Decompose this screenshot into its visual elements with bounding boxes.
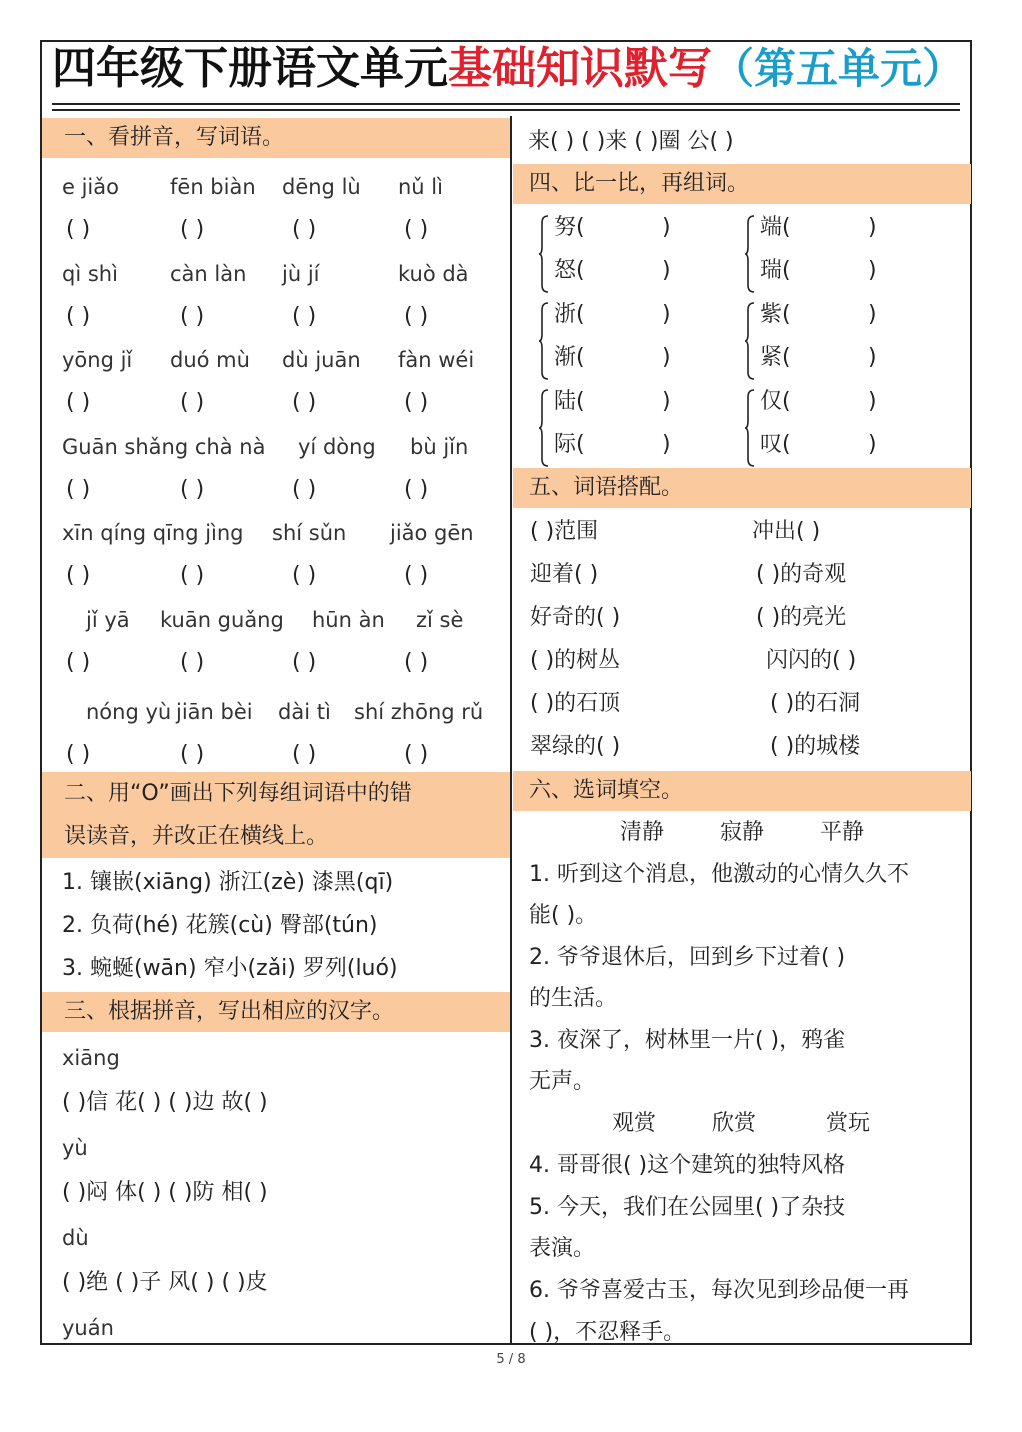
s6-line: 3. 夜深了，树林里一片( )，鸦雀 — [529, 1028, 846, 1053]
title-rule-bottom — [52, 109, 960, 111]
answer-blank[interactable]: ( ) — [404, 742, 429, 767]
answer-blank[interactable]: ( ) — [66, 563, 91, 588]
answer-blank[interactable]: ( ) — [180, 390, 205, 415]
section-6-header: 六、选词填空。 — [513, 771, 971, 811]
brace-icon — [538, 215, 548, 293]
answer-blank[interactable]: ( ) — [66, 650, 91, 675]
s2-item: 2. 负荷(hé) 花簇(cù) 臀部(tún) — [62, 913, 378, 938]
s5-item: 好奇的( ) — [530, 605, 621, 630]
pinyin-word: dài tì — [278, 700, 331, 724]
compare-blank-close[interactable]: ) — [662, 432, 671, 457]
pinyin-word: kuò dà — [398, 262, 469, 286]
s5-item: ( )的城楼 — [770, 734, 861, 759]
s5-item: 翠绿的( ) — [530, 734, 621, 759]
answer-blank[interactable]: ( ) — [404, 563, 429, 588]
s6-line: 的生活。 — [529, 986, 618, 1011]
pinyin-word: kuān guǎng — [160, 608, 284, 632]
pinyin-word: e jiǎo — [62, 175, 119, 199]
s6-word: 赏玩 — [826, 1111, 871, 1136]
s5-item: ( )的石顶 — [530, 691, 621, 716]
s6-word: 欣赏 — [712, 1111, 757, 1136]
answer-blank[interactable]: ( ) — [292, 742, 317, 767]
pinyin-word: hūn àn — [312, 608, 385, 632]
answer-blank[interactable]: ( ) — [180, 304, 205, 329]
s2-item: 1. 镶嵌(xiāng) 浙江(zè) 漆黑(qī) — [62, 870, 394, 895]
s6-line: 1. 听到这个消息，他激动的心情久久不 — [529, 862, 909, 887]
answer-blank[interactable]: ( ) — [180, 742, 205, 767]
s6-word: 寂静 — [720, 820, 765, 845]
pinyin-word: fēn biàn — [170, 175, 256, 199]
pinyin-word: shí sǔn — [272, 521, 347, 545]
pinyin-word: yōng jǐ — [62, 348, 133, 372]
compare-blank-close[interactable]: ) — [662, 302, 671, 327]
s6-word: 平静 — [820, 820, 865, 845]
pinyin-word: nǔ lì — [398, 175, 443, 199]
pinyin-word: fàn wéi — [398, 348, 475, 372]
compare-blank-close[interactable]: ) — [662, 345, 671, 370]
compare-char: 紫( — [760, 302, 791, 327]
s5-item: ( )的石洞 — [770, 691, 861, 716]
compare-blank-close[interactable]: ) — [662, 215, 671, 240]
brace-icon — [538, 389, 548, 467]
right-top-line: 来( ) ( )来 ( )圈 公( ) — [528, 129, 734, 154]
s6-line: 6. 爷爷喜爱古玉，每次见到珍品便一再 — [529, 1278, 909, 1303]
s6-word: 清静 — [620, 820, 665, 845]
s6-line: 表演。 — [529, 1236, 596, 1261]
pinyin-word: bù jǐn — [410, 435, 469, 459]
compare-blank-close[interactable]: ) — [868, 389, 877, 414]
s3-pinyin: xiāng — [62, 1046, 120, 1070]
section-2-header: 二、用“O”画出下列每组词语中的错 误读音，并改正在横线上。 — [42, 772, 510, 858]
pinyin-word: Guān shǎng chà nà — [62, 435, 266, 459]
s3-line: ( )信 花( ) ( )边 故( ) — [62, 1090, 268, 1115]
compare-blank-close[interactable]: ) — [868, 215, 877, 240]
s3-pinyin: dù — [62, 1226, 89, 1250]
compare-blank-close[interactable]: ) — [868, 432, 877, 457]
s3-line: ( )闷 体( ) ( )防 相( ) — [62, 1180, 268, 1205]
s6-line: 2. 爷爷退休后，回到乡下过着( ) — [529, 945, 846, 970]
brace-icon — [744, 302, 754, 380]
compare-char: 仅( — [760, 389, 791, 414]
compare-char: 怒( — [554, 258, 585, 283]
compare-char: 瑞( — [760, 258, 791, 283]
compare-char: 陆( — [554, 389, 585, 414]
pinyin-word: yí dòng — [298, 435, 376, 459]
s5-item: ( )的奇观 — [756, 562, 847, 587]
answer-blank[interactable]: ( ) — [292, 650, 317, 675]
s5-item: ( )的树丛 — [530, 648, 621, 673]
section-5-header: 五、词语搭配。 — [513, 468, 971, 508]
brace-icon — [744, 215, 754, 293]
brace-icon — [744, 389, 754, 467]
answer-blank[interactable]: ( ) — [66, 217, 91, 242]
answer-blank[interactable]: ( ) — [404, 217, 429, 242]
page-title: 四年级下册语文单元基础知识默写（第五单元） — [52, 43, 965, 94]
section-1-header: 一、看拼音，写词语。 — [42, 118, 510, 158]
compare-char: 叹( — [760, 432, 791, 457]
s5-item: 闪闪的( ) — [766, 648, 857, 673]
s5-item: 迎着( ) — [530, 562, 599, 587]
answer-blank[interactable]: ( ) — [404, 390, 429, 415]
pinyin-word: càn làn — [170, 262, 247, 286]
answer-blank[interactable]: ( ) — [66, 477, 91, 502]
compare-char: 端( — [760, 215, 791, 240]
answer-blank[interactable]: ( ) — [404, 477, 429, 502]
column-divider — [510, 116, 512, 1345]
answer-blank[interactable]: ( ) — [180, 217, 205, 242]
compare-blank-close[interactable]: ) — [662, 389, 671, 414]
compare-char: 紧( — [760, 345, 791, 370]
answer-blank[interactable]: ( ) — [66, 742, 91, 767]
compare-char: 渐( — [554, 345, 585, 370]
title-rule-top — [52, 103, 960, 105]
s3-pinyin: yù — [62, 1136, 88, 1160]
answer-blank[interactable]: ( ) — [292, 563, 317, 588]
s6-line: 4. 哥哥很( )这个建筑的独特风格 — [529, 1153, 846, 1178]
answer-blank[interactable]: ( ) — [66, 304, 91, 329]
s5-item: ( )范围 — [530, 519, 599, 544]
s5-item: ( )的亮光 — [756, 605, 847, 630]
compare-char: 浙( — [554, 302, 585, 327]
pinyin-word: qì shì — [62, 262, 118, 286]
s5-item: 冲出( ) — [752, 519, 821, 544]
s2-item: 3. 蜿蜒(wān) 窄小(zǎi) 罗列(luó) — [62, 956, 398, 981]
compare-blank-close[interactable]: ) — [868, 345, 877, 370]
answer-blank[interactable]: ( ) — [180, 650, 205, 675]
pinyin-word: jǐ yā — [86, 608, 130, 632]
answer-blank[interactable]: ( ) — [66, 390, 91, 415]
compare-blank-close[interactable]: ) — [868, 302, 877, 327]
compare-blank-close[interactable]: ) — [662, 258, 671, 283]
pinyin-word: nóng yù — [86, 700, 172, 724]
answer-blank[interactable]: ( ) — [292, 390, 317, 415]
answer-blank[interactable]: ( ) — [292, 217, 317, 242]
s6-line: ( )，不忍释手。 — [529, 1320, 686, 1345]
compare-char: 努( — [554, 215, 585, 240]
page-number: 5 / 8 — [496, 1352, 526, 1367]
pinyin-word: duó mù — [170, 348, 250, 372]
pinyin-word: dēng lù — [282, 175, 361, 199]
s3-pinyin: yuán — [62, 1316, 114, 1340]
s6-word: 观赏 — [612, 1111, 657, 1136]
s3-line: ( )绝 ( )子 风( ) ( )皮 — [62, 1270, 268, 1295]
s6-line: 5. 今天，我们在公园里( )了杂技 — [529, 1195, 846, 1220]
pinyin-word: jiān bèi — [176, 700, 253, 724]
pinyin-word: dù juān — [282, 348, 361, 372]
answer-blank[interactable]: ( ) — [404, 650, 429, 675]
section-4-header: 四、比一比，再组词。 — [513, 164, 971, 204]
answer-blank[interactable]: ( ) — [180, 477, 205, 502]
compare-blank-close[interactable]: ) — [868, 258, 877, 283]
pinyin-word: xīn qíng qīng jìng — [62, 521, 244, 545]
compare-char: 际( — [554, 432, 585, 457]
answer-blank[interactable]: ( ) — [292, 477, 317, 502]
pinyin-word: jù jí — [282, 262, 320, 286]
brace-icon — [538, 302, 548, 380]
pinyin-word: shí zhōng rǔ — [354, 700, 484, 724]
answer-blank[interactable]: ( ) — [292, 304, 317, 329]
answer-blank[interactable]: ( ) — [404, 304, 429, 329]
pinyin-word: jiǎo gēn — [390, 521, 474, 545]
section-3-header: 三、根据拼音，写出相应的汉字。 — [42, 992, 510, 1032]
answer-blank[interactable]: ( ) — [180, 563, 205, 588]
pinyin-word: zǐ sè — [416, 608, 464, 632]
s6-line: 无声。 — [529, 1069, 596, 1094]
s6-line: 能( )。 — [529, 903, 598, 928]
